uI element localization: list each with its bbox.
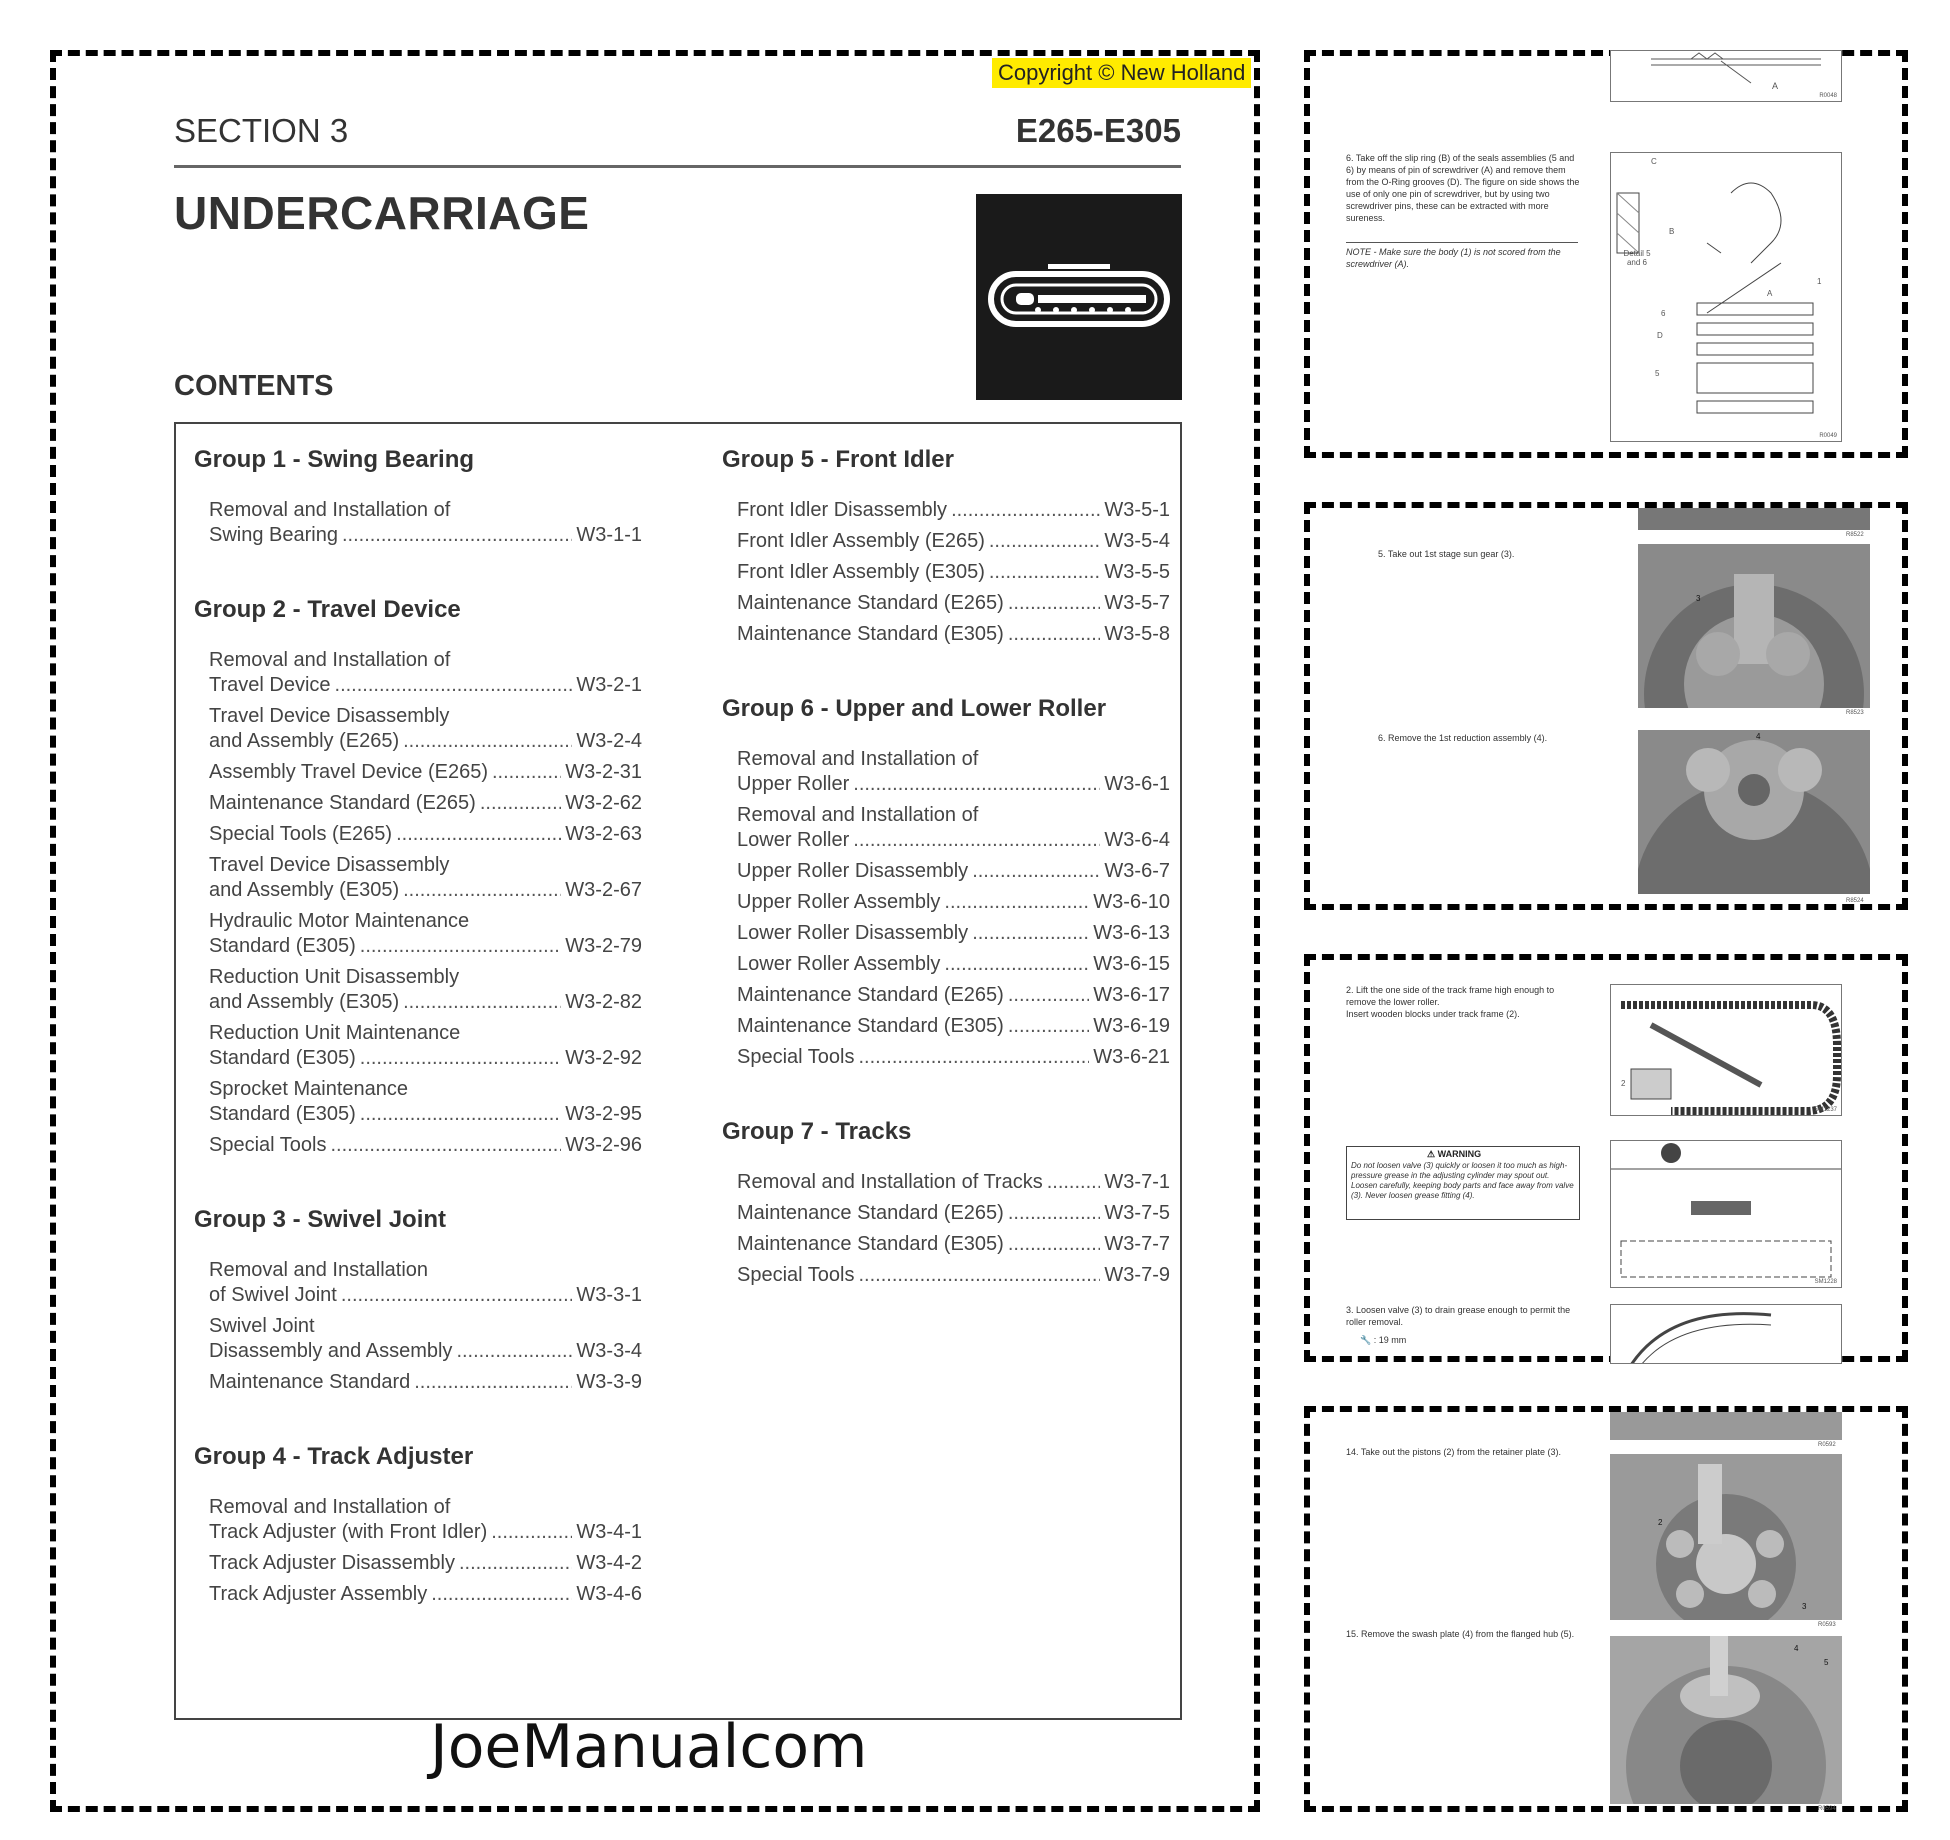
warning-icon: ⚠	[1427, 1149, 1436, 1159]
toc-page-ref: W3-3-9	[576, 1371, 642, 1393]
toc-page-ref: W3-2-79	[565, 935, 642, 957]
toc-entry[interactable]	[737, 747, 1170, 797]
label-b: B	[1669, 227, 1675, 236]
toc-entry-label: Maintenance Standard (E265)	[737, 592, 1004, 614]
figure-caption: SM1237	[1814, 1107, 1837, 1113]
thumbnail-page-4	[1304, 1406, 1908, 1812]
toc-entry-label: Maintenance Standard (E265)	[737, 984, 1004, 1006]
figure-roller	[1610, 1304, 1842, 1364]
toc-page-ref: W3-5-4	[1104, 530, 1170, 552]
step-6-text: 6. Take off the slip ring (B) of the seals assemblies (5 and 6) by means of pin of screwdriver (A) and remove them from the O-Ring grooves (D). The figure on side shows the use of only one pin of screwdriver, but by using two screwdriver pins, these can be extracted with more sureness.	[1346, 153, 1580, 223]
toc-entry-label: Track Adjuster Disassembly	[209, 1552, 455, 1574]
toc-entry[interactable]	[209, 1495, 642, 1545]
toc-entry-label: Track Adjuster Assembly	[209, 1583, 428, 1605]
toc-entry-label: Swing Bearing	[209, 524, 338, 546]
toc-entry[interactable]	[737, 1201, 1170, 1226]
toc-group	[722, 446, 1170, 647]
toc-group	[194, 446, 642, 548]
figure-seal-detail	[1610, 152, 1842, 442]
toc-leader-dots	[335, 673, 573, 698]
thumbnail-page-2	[1304, 502, 1908, 910]
toc-entry-label: Standard (E305)	[209, 1047, 356, 1069]
toc-page-ref: W3-2-4	[576, 730, 642, 752]
toc-leader-dots	[944, 952, 1089, 977]
label-c: C	[1651, 157, 1657, 166]
toc-entry-label: Front Idler Assembly (E265)	[737, 530, 985, 552]
label-2: 2	[1658, 1518, 1663, 1527]
label-5: 5	[1655, 369, 1660, 378]
toc-page-ref: W3-2-92	[565, 1047, 642, 1069]
toc-page-ref: W3-2-62	[565, 792, 642, 814]
toc-page-ref: W3-2-31	[565, 761, 642, 783]
thumbnail-page-1	[1304, 50, 1908, 458]
toc-page-ref: W3-2-82	[565, 991, 642, 1013]
toc-leader-dots	[360, 1102, 562, 1127]
toc-entry-label-line1: Removal and Installation of	[737, 804, 979, 826]
toc-entry[interactable]	[209, 648, 642, 698]
step-5-text: 5. Take out 1st stage sun gear (3).	[1378, 549, 1515, 559]
label-4: 4	[1794, 1644, 1799, 1653]
toc-leader-dots	[1008, 1232, 1101, 1257]
wrench-size: : 19 mm	[1373, 1335, 1407, 1345]
step-2-line-b: Insert wooden blocks under track frame (2).	[1346, 1009, 1520, 1019]
toc-page-ref: W3-6-13	[1093, 922, 1170, 944]
figure-grease-valve	[1610, 1140, 1842, 1288]
toc-entry[interactable]	[737, 983, 1170, 1008]
toc-group-title: Group 3 - Swivel Joint	[194, 1206, 447, 1233]
toc-column-left	[194, 424, 642, 1613]
toc-group-title: Group 6 - Upper and Lower Roller	[722, 695, 1107, 722]
toc-entry[interactable]	[209, 1370, 642, 1395]
copyright-label: Copyright © New Holland	[992, 58, 1251, 88]
toc-leader-dots	[492, 760, 561, 785]
toc-entry[interactable]	[737, 560, 1170, 585]
toc-entry-label: and Assembly (E305)	[209, 991, 400, 1013]
label-a2: A	[1767, 289, 1773, 298]
photo-top	[1610, 1412, 1842, 1440]
toc-entry-label: Travel Device	[209, 674, 331, 696]
note-text: NOTE - Make sure the body (1) is not scored from the screwdriver (A).	[1346, 247, 1561, 269]
step-2-line-a: 2. Lift the one side of the track frame high enough to remove the lower roller.	[1346, 985, 1555, 1007]
toc-entry-label: Maintenance Standard (E265)	[737, 1202, 1004, 1224]
toc-leader-dots	[858, 1045, 1089, 1070]
toc-group-title: Group 7 - Tracks	[722, 1118, 912, 1145]
toc-entry-label: Lower Roller	[737, 829, 850, 851]
toc-page-ref: W3-7-7	[1104, 1233, 1170, 1255]
label-d: D	[1657, 331, 1663, 340]
toc-page-ref: W3-2-63	[565, 823, 642, 845]
page-title: UNDERCARRIAGE	[174, 187, 590, 239]
toc-leader-dots	[853, 828, 1100, 853]
toc-group	[722, 1118, 1170, 1288]
toc-entry[interactable]	[209, 791, 642, 816]
toc-entry-label: Maintenance Standard (E265)	[209, 792, 476, 814]
toc-leader-dots	[456, 1339, 572, 1364]
photo-pistons	[1610, 1454, 1842, 1620]
toc-entry[interactable]	[737, 498, 1170, 523]
toc-entry[interactable]	[737, 921, 1170, 946]
warning-title-text: WARNING	[1437, 1149, 1482, 1159]
toc-leader-dots	[403, 729, 572, 754]
toc-leader-dots	[989, 529, 1101, 554]
toc-entry-label-line1: Swivel Joint	[209, 1315, 315, 1337]
wrench-spec	[1360, 1334, 1406, 1346]
toc-group	[194, 596, 642, 1158]
toc-entry[interactable]	[209, 909, 642, 959]
toc-entry-label: Lower Roller Assembly	[737, 953, 941, 975]
label-2: 2	[1621, 1079, 1626, 1088]
toc-entry-label: Standard (E305)	[209, 935, 356, 957]
toc-entry-label: Maintenance Standard	[209, 1371, 411, 1393]
toc-entry-label: Upper Roller Assembly	[737, 891, 941, 913]
toc-entry-label: and Assembly (E265)	[209, 730, 400, 752]
toc-entry-label: Special Tools	[737, 1264, 855, 1286]
photo-reduction-assembly	[1638, 730, 1870, 894]
toc-leader-dots	[972, 859, 1100, 884]
toc-entry-label: Special Tools (E265)	[209, 823, 393, 845]
toc-page-ref: W3-4-1	[576, 1521, 642, 1543]
toc-entry[interactable]	[737, 591, 1170, 616]
label-3: 3	[1696, 594, 1701, 603]
photo-caption: R8523	[1846, 710, 1864, 716]
toc-entry[interactable]	[209, 704, 642, 754]
detail-label: Detail 5 and 6	[1623, 249, 1651, 267]
label-1: 1	[1817, 277, 1822, 286]
toc-entry-label-line1: Removal and Installation of	[209, 499, 451, 521]
toc-leader-dots	[1008, 1014, 1089, 1039]
toc-page-ref: W3-7-1	[1104, 1171, 1170, 1193]
toc-entry-label: Maintenance Standard (E305)	[737, 1015, 1004, 1037]
toc-page-ref: W3-6-7	[1104, 860, 1170, 882]
toc-entry[interactable]	[209, 1133, 642, 1158]
toc-leader-dots	[1008, 983, 1089, 1008]
toc-leader-dots	[414, 1370, 572, 1395]
toc-leader-dots	[951, 498, 1100, 523]
toc-page-ref: W3-6-1	[1104, 773, 1170, 795]
toc-entry-label: Upper Roller Disassembly	[737, 860, 969, 882]
toc-page-ref: W3-5-5	[1104, 561, 1170, 583]
toc-entry-label-line1: Removal and Installation	[209, 1259, 429, 1281]
toc-entry[interactable]	[209, 1077, 642, 1127]
toc-entry-label-line1: Removal and Installation of	[209, 1496, 451, 1518]
toc-entry[interactable]	[737, 622, 1170, 647]
toc-entry[interactable]	[209, 1021, 642, 1071]
toc-entry[interactable]	[209, 965, 642, 1015]
label-6: 6	[1661, 309, 1666, 318]
toc-entry[interactable]	[209, 760, 642, 785]
toc-entry[interactable]	[209, 1258, 642, 1308]
step-2-text	[1346, 984, 1582, 1020]
toc-entry-label: Assembly Travel Device (E265)	[209, 761, 488, 783]
toc-entry-label: Track Adjuster (with Front Idler)	[209, 1521, 488, 1543]
toc-leader-dots	[972, 921, 1089, 946]
toc-page-ref: W3-7-5	[1104, 1202, 1170, 1224]
warning-title	[1427, 1149, 1481, 1160]
step-14-text: 14. Take out the pistons (2) from the retainer plate (3).	[1346, 1447, 1561, 1457]
toc-entry[interactable]	[737, 890, 1170, 915]
wrench-icon: 🔧	[1360, 1335, 1372, 1345]
toc-leader-dots	[480, 791, 561, 816]
undercarriage-icon	[976, 194, 1182, 400]
toc-entry-label: Upper Roller	[737, 773, 850, 795]
toc-page-ref: W3-3-1	[576, 1284, 642, 1306]
thumbnail-page-3	[1304, 954, 1908, 1362]
toc-entry[interactable]	[209, 1582, 642, 1607]
step-3-text: 3. Loosen valve (3) to drain grease enough to permit the roller removal.	[1346, 1305, 1571, 1327]
toc-entry-label-line1: Reduction Unit Maintenance	[209, 1022, 461, 1044]
toc-page-ref: W3-2-1	[576, 674, 642, 696]
toc-leader-dots	[858, 1263, 1100, 1288]
toc-group	[194, 1206, 642, 1395]
toc-group-title: Group 1 - Swing Bearing	[194, 446, 475, 473]
toc-entry[interactable]	[209, 1551, 642, 1576]
figure-caption: R0048	[1819, 93, 1837, 99]
photo-swash-plate	[1610, 1636, 1842, 1804]
toc-entry-label-line1: Sprocket Maintenance	[209, 1078, 409, 1100]
toc-entry-label: and Assembly (E305)	[209, 879, 400, 901]
toc-entry-label: Maintenance Standard (E305)	[737, 1233, 1004, 1255]
photo-caption: R0592	[1818, 1442, 1836, 1448]
toc-leader-dots	[491, 1520, 572, 1545]
note-divider	[1346, 242, 1578, 243]
toc-entry[interactable]	[209, 822, 642, 847]
toc-leader-dots	[396, 822, 561, 847]
figure-caption: R0049	[1819, 433, 1837, 439]
toc-page-ref: W3-2-67	[565, 879, 642, 901]
figure-track-frame	[1610, 984, 1842, 1116]
photo-top	[1638, 508, 1870, 530]
toc-page-ref: W3-6-19	[1093, 1015, 1170, 1037]
step-6-text: 6. Remove the 1st reduction assembly (4).	[1378, 733, 1548, 743]
toc-leader-dots	[1047, 1170, 1101, 1195]
toc-leader-dots	[944, 890, 1089, 915]
label-3: 3	[1802, 1602, 1807, 1611]
photo-sun-gear	[1638, 544, 1870, 708]
toc-page-ref: W3-5-7	[1104, 592, 1170, 614]
toc-leader-dots	[342, 523, 572, 548]
toc-entry[interactable]	[737, 952, 1170, 977]
toc-page-ref: W3-7-9	[1104, 1264, 1170, 1286]
toc-leader-dots	[360, 1046, 562, 1071]
model-label: E265-E305	[1015, 112, 1181, 149]
toc-entry-label-line1: Hydraulic Motor Maintenance	[209, 910, 470, 932]
toc-page-ref: W3-4-2	[576, 1552, 642, 1574]
label-a: A	[1772, 81, 1779, 91]
toc-leader-dots	[360, 934, 562, 959]
toc-page-ref: W3-2-96	[565, 1134, 642, 1156]
toc-page-ref: W3-5-8	[1104, 623, 1170, 645]
toc-leader-dots	[330, 1133, 561, 1158]
toc-page-ref: W3-6-17	[1093, 984, 1170, 1006]
toc-leader-dots	[989, 560, 1101, 585]
toc-group-title: Group 5 - Front Idler	[722, 446, 954, 473]
toc-entry[interactable]	[737, 1170, 1170, 1195]
toc-box	[174, 422, 1182, 1720]
toc-page-ref: W3-1-1	[576, 524, 642, 546]
toc-group-title: Group 2 - Travel Device	[194, 596, 461, 623]
toc-entry[interactable]	[209, 853, 642, 903]
step-15-text: 15. Remove the swash plate (4) from the flanged hub (5).	[1346, 1629, 1575, 1639]
section-label: SECTION 3	[174, 112, 349, 149]
photo-caption: R0593	[1818, 1622, 1836, 1628]
toc-entry[interactable]	[209, 1314, 642, 1364]
toc-page-ref: W3-4-6	[576, 1583, 642, 1605]
toc-leader-dots	[1008, 591, 1101, 616]
toc-entry-label-line1: Reduction Unit Disassembly	[209, 966, 460, 988]
toc-leader-dots	[1008, 622, 1101, 647]
toc-entry[interactable]	[737, 1263, 1170, 1288]
toc-leader-dots	[403, 990, 561, 1015]
toc-page-ref: W3-6-15	[1093, 953, 1170, 975]
toc-leader-dots	[431, 1582, 572, 1607]
toc-entry-label: Special Tools	[737, 1046, 855, 1068]
toc-entry-label-line1: Travel Device Disassembly	[209, 705, 450, 727]
toc-entry[interactable]	[737, 1014, 1170, 1039]
photo-caption: R0594	[1818, 1806, 1836, 1812]
toc-entry[interactable]	[737, 529, 1170, 554]
toc-page-ref: W3-6-21	[1093, 1046, 1170, 1068]
warning-box	[1346, 1146, 1580, 1220]
toc-group-title: Group 4 - Track Adjuster	[194, 1443, 474, 1470]
photo-caption: R8522	[1846, 532, 1864, 538]
toc-entry[interactable]	[737, 803, 1170, 853]
label-5: 5	[1824, 1658, 1829, 1667]
toc-entry-label: Front Idler Assembly (E305)	[737, 561, 985, 583]
toc-page-ref: W3-6-10	[1093, 891, 1170, 913]
toc-group	[194, 1443, 642, 1607]
warning-text: Do not loosen valve (3) quickly or loosen it too much as high-pressure grease in the adjusting cylinder may spout out. Loosen carefully, keeping body parts and face away from valve (3). Never loosen grease fitting (4).	[1351, 1161, 1574, 1200]
watermark: JoeManualcom	[430, 1712, 868, 1782]
contents-heading: CONTENTS	[174, 370, 334, 402]
toc-leader-dots	[1008, 1201, 1101, 1226]
figure-caption: SM1228	[1814, 1279, 1837, 1285]
label-4: 4	[1756, 732, 1761, 741]
toc-entry-label: Special Tools	[209, 1134, 327, 1156]
toc-entry-label-line1: Removal and Installation of	[737, 748, 979, 770]
toc-entry[interactable]	[209, 498, 642, 548]
toc-entry[interactable]	[737, 859, 1170, 884]
toc-entry-label-line1: Travel Device Disassembly	[209, 854, 450, 876]
photo-caption: R8524	[1846, 898, 1864, 904]
toc-page-ref: W3-5-1	[1104, 499, 1170, 521]
header-divider	[174, 165, 1181, 168]
toc-entry-label-line1: Removal and Installation of	[209, 649, 451, 671]
toc-entry-label: of Swivel Joint	[209, 1284, 337, 1306]
toc-entry[interactable]	[737, 1232, 1170, 1257]
toc-entry-label: Removal and Installation of Tracks	[737, 1171, 1043, 1193]
toc-entry[interactable]	[737, 1045, 1170, 1070]
toc-page-ref: W3-6-4	[1104, 829, 1170, 851]
toc-group	[722, 695, 1170, 1070]
toc-column-right	[722, 424, 1170, 1294]
toc-entry-label: Lower Roller Disassembly	[737, 922, 969, 944]
toc-entry-label: Standard (E305)	[209, 1103, 356, 1125]
toc-leader-dots	[853, 772, 1100, 797]
toc-leader-dots	[403, 878, 561, 903]
figure-top-1	[1610, 50, 1842, 102]
toc-entry-label: Maintenance Standard (E305)	[737, 623, 1004, 645]
toc-leader-dots	[341, 1283, 573, 1308]
toc-page-ref: W3-2-95	[565, 1103, 642, 1125]
toc-page-ref: W3-3-4	[576, 1340, 642, 1362]
toc-leader-dots	[459, 1551, 572, 1576]
toc-entry-label: Front Idler Disassembly	[737, 499, 948, 521]
toc-entry-label: Disassembly and Assembly	[209, 1340, 453, 1362]
